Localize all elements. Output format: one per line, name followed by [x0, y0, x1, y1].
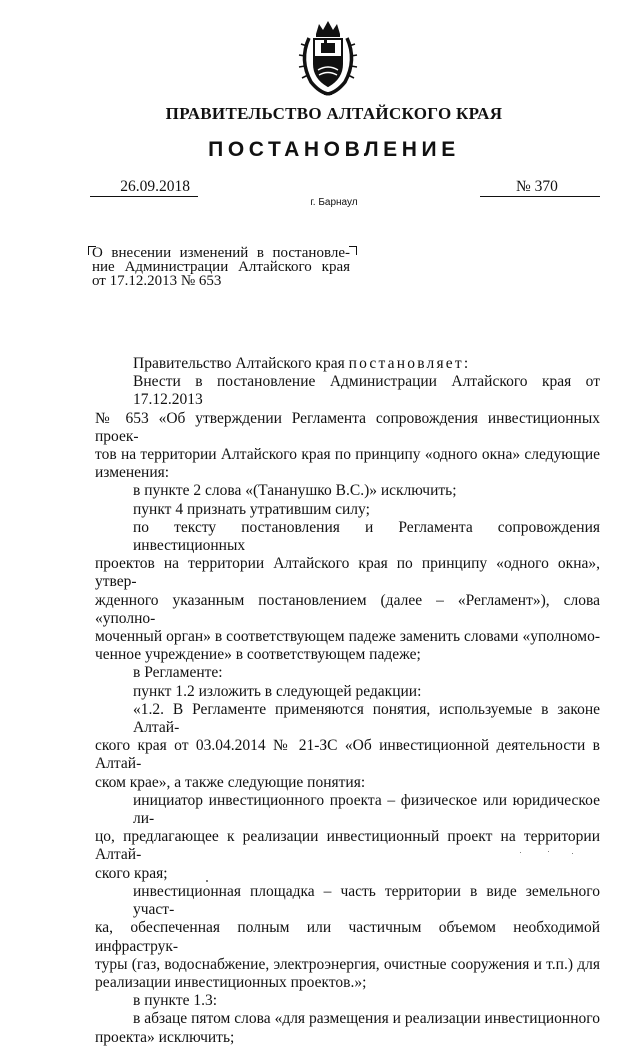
city-label: г. Барнаул	[310, 197, 358, 208]
body-line: в пункте 1.3:	[133, 992, 218, 1010]
document-subject	[92, 246, 350, 288]
body-line: моченный орган» в соответствующем падеже заменить словами «уполномо-	[95, 628, 600, 646]
body-line: изменения:	[95, 464, 170, 482]
subject-line: ние Администрации Алтайского края	[92, 259, 350, 275]
document-date: 26.09.2018	[90, 178, 198, 197]
scan-speck	[548, 851, 549, 852]
body-line: тов на территории Алтайского края по принципу «одного окна» следующие	[95, 446, 600, 464]
scan-speck	[206, 880, 208, 882]
subject-bracket-right	[349, 246, 357, 255]
coat-of-arms-icon	[297, 18, 359, 98]
body-line: ского края;	[95, 864, 168, 882]
document-number: № 370	[480, 178, 600, 197]
body-line: в Регламенте:	[133, 664, 223, 682]
body-line: в абзаце пятом слова «для размещения и реализации инвестиционного	[133, 1010, 600, 1028]
document-type-title: ПОСТАНОВЛЕНИЕ	[208, 138, 460, 161]
body-line: ченное учреждение» в соответствующем падеже;	[95, 646, 421, 664]
body-line: туры (газ, водоснабжение, электроэнергия, очистные сооружения и т.п.) для	[95, 955, 600, 973]
subject-line: от 17.12.2013 № 653	[92, 273, 222, 289]
body-line: пункт 4 признать утратившим силу;	[133, 500, 370, 518]
body-line: «1.2. В Регламенте применяются понятия, используемые в законе Алтай-	[133, 700, 600, 737]
body-line: по тексту постановления и Регламента сопровождения инвестиционных	[133, 518, 600, 555]
scan-speck	[520, 852, 521, 853]
subject-line: О внесении изменений в постановле-	[92, 245, 350, 261]
body-line: Внести в постановление Администрации Алтайского края от 17.12.2013	[133, 373, 600, 409]
scan-speck	[572, 853, 573, 854]
body-line: проекта» исключить;	[95, 1028, 235, 1046]
document-body	[95, 355, 600, 1047]
intro-verb: постановляет:	[348, 355, 471, 372]
intro-prefix: Правительство Алтайского края	[133, 355, 349, 372]
body-line: инициатор инвестиционного проекта – физическое или юридическое ли-	[133, 791, 600, 828]
government-title: ПРАВИТЕЛЬСТВО АЛТАЙСКОГО КРАЯ	[165, 104, 503, 123]
body-line: ского края от 03.04.2014 № 21-ЗС «Об инвестиционной деятельности в Алтай-	[95, 737, 600, 773]
body-line: проектов на территории Алтайского края по принципу «одного окна», утвер-	[95, 555, 600, 591]
body-line: пункт 1.2 изложить в следующей редакции:	[133, 682, 422, 700]
body-line: жденного указанным постановлением (далее – «Регламент»), слова «уполно-	[95, 591, 600, 627]
body-line: инвестиционная площадка – часть территории в виде земельного участ-	[133, 882, 600, 919]
body-line: ка, обеспеченная полным или частичным объемом необходимой инфраструк-	[95, 919, 600, 955]
body-intro	[95, 355, 600, 373]
body-line: в пункте 2 слова «(Тананушко В.С.)» исключить;	[133, 482, 457, 500]
body-line: цо, предлагающее к реализации инвестиционный проект на территории Алтай-	[95, 828, 600, 864]
body-line: реализации инвестиционных проектов.»;	[95, 973, 367, 991]
body-line: ском крае», а также следующие понятия:	[95, 773, 366, 791]
body-line: № 653 «Об утверждении Регламента сопровождения инвестиционных проек-	[95, 409, 600, 445]
